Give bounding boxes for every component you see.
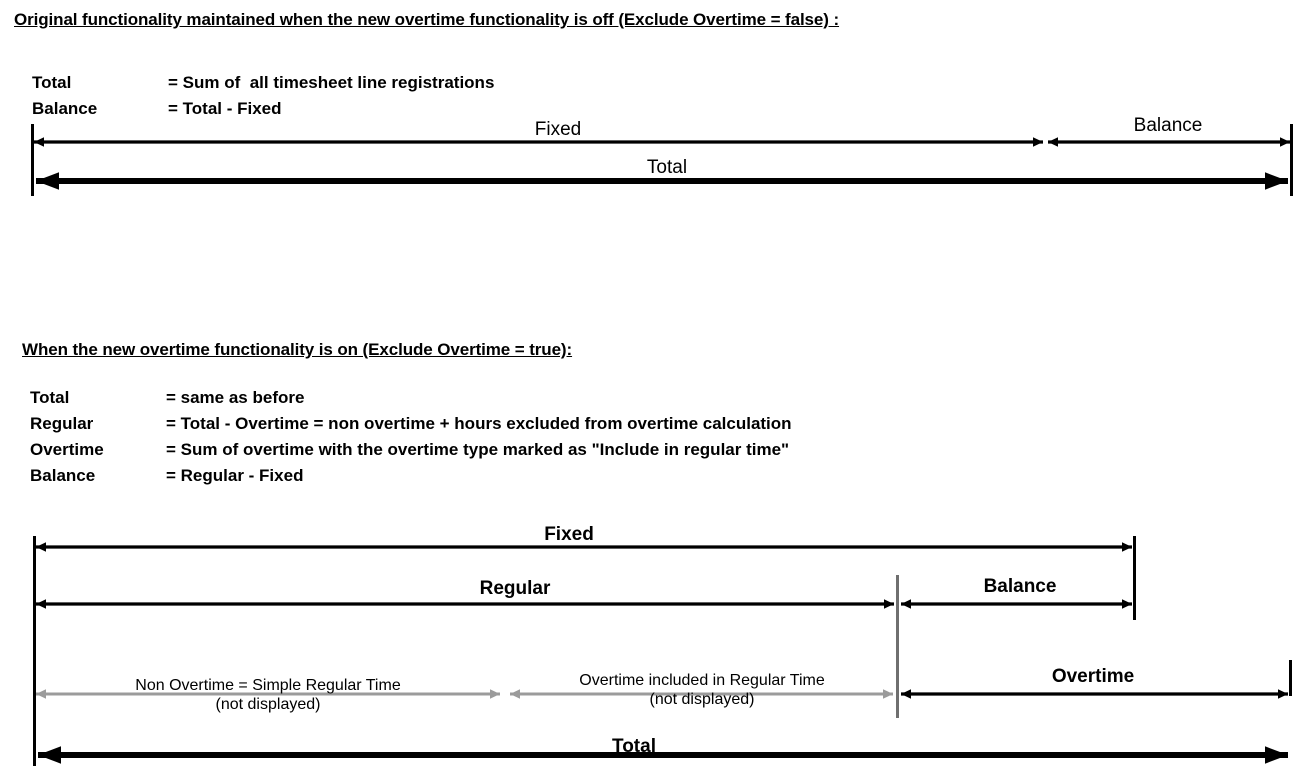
definition-row <box>30 463 792 489</box>
definition-term: Balance <box>32 99 98 118</box>
definition-row <box>30 385 792 411</box>
definition-description: = Total - Fixed <box>168 99 282 118</box>
definition-term: Overtime <box>30 440 104 459</box>
label-total-two: Total <box>612 736 656 757</box>
label-overtime: Overtime <box>1051 666 1135 687</box>
definition-term: Total <box>30 388 70 407</box>
section-two-definitions <box>30 385 792 489</box>
definition-row <box>30 437 792 463</box>
label-regular-two: Regular <box>479 578 551 599</box>
definition-description: = Sum of all timesheet line registrations <box>168 73 495 92</box>
diagram-one-canvas <box>0 0 1300 210</box>
definition-description: = Regular - Fixed <box>166 466 304 485</box>
section-two-heading: When the new overtime functionality is on (Exclude Overtime = true): <box>22 340 573 359</box>
label-total-one: Total <box>646 157 688 178</box>
definition-description: = same as before <box>166 388 305 407</box>
label-non-overtime-line-1: Non Overtime = Simple Regular Time <box>135 677 401 694</box>
label-balance-two: Balance <box>983 576 1057 597</box>
label-fixed-two: Fixed <box>544 524 594 545</box>
section-one-heading: Original functionality maintained when the new overtime functionality is off (Exclude Overtime = false) : <box>14 10 840 29</box>
label-fixed-one: Fixed <box>534 119 582 140</box>
definition-description: = Total - Overtime = non overtime + hours excluded from overtime calculation <box>166 414 792 433</box>
label-overtime-included-line-1: Overtime included in Regular Time <box>579 672 825 689</box>
label-non-overtime-line-2: (not displayed) <box>215 696 321 713</box>
label-non-overtime <box>135 676 400 714</box>
definition-term: Total <box>32 73 72 92</box>
definition-term: Regular <box>30 414 94 433</box>
definition-description: = Sum of overtime with the overtime type marked as "Include in regular time" <box>166 440 790 459</box>
label-overtime-included <box>579 671 824 709</box>
label-balance-one: Balance <box>1133 115 1203 136</box>
diagram-overtime-off <box>0 0 1300 210</box>
definition-term: Balance <box>30 466 96 485</box>
label-overtime-included-line-2: (not displayed) <box>649 691 755 708</box>
definition-row <box>30 411 792 437</box>
